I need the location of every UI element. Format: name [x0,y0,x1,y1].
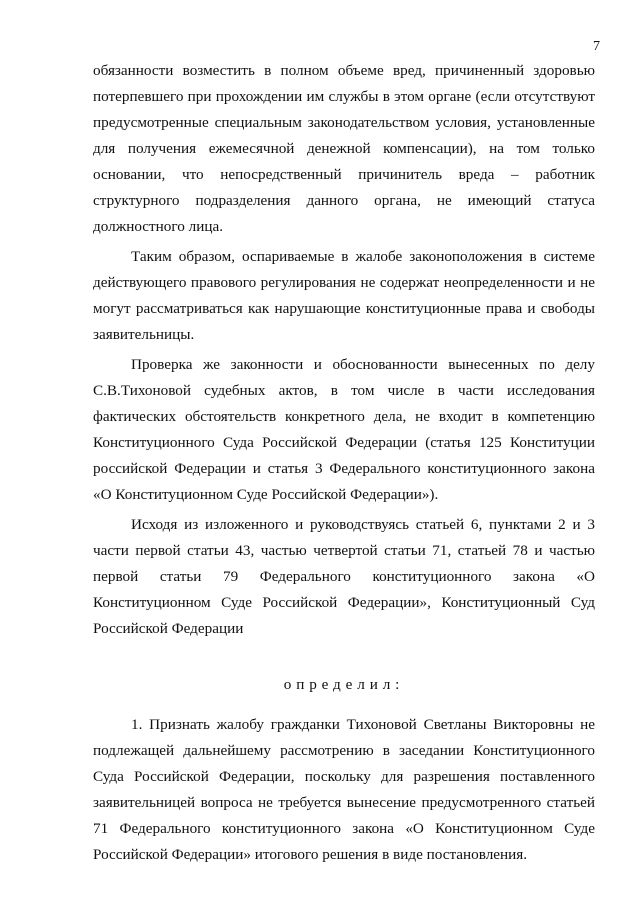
decision-item-1: 1. Признать жалобу гражданки Тихоновой Светланы Викторовны не подлежащей дальнейшему рассмотрению в заседании Конституционного Суда Российской Федерации, поскольку для разрешения поставленного заявительницей вопроса не требуется вынесение предусмотренного статьей 71 Федерального конституционного закона «О Конституционном Суде Российской Федерации» итогового решения в виде постановления. [93,716,595,863]
decision-heading: определил: [283,676,405,693]
paragraph-grounds: Исходя из изложенного и руководствуясь статьей 6, пунктами 2 и 3 части первой статьи 43, частью четвертой статьи 71, статьей 78 и частью первой статьи 79 Федерального конституционного закона «О Конституционном Суде Российской Федерации», Конституционный Суд Российской Федерации [93,516,595,637]
page-number: 7 [593,39,600,54]
document-body [93,58,595,868]
paragraph-competence: Проверка же законности и обоснованности вынесенных по делу С.В.Тихоновой судебных актов, в том числе в части исследования фактических обстоятельств конкретного дела, не входит в компетенцию Конституционного Суда Российской Федерации (статья 125 Конституции российской Федерации и статья 3 Федерального конституционного закона «О Конституционном Суде Российской Федерации»). [93,356,595,503]
paragraph-continuation: обязанности возместить в полном объеме вред, причиненный здоровью потерпевшего при прохождении им службы в этом органе (если отсутствуют предусмотренные специальным законодательством условия, установленные для получения ежемесячной денежной компенсации), на том только основании, что непосредственный причинитель вреда – работник структурного подразделения данного органа, не имеющий статуса должностного лица. [93,62,595,235]
paragraph-conclusion: Таким образом, оспариваемые в жалобе законоположения в системе действующего правового регулирования не содержат неопределенности и не могут рассматриваться как нарушающие конституционные права и свободы заявительницы. [93,248,595,343]
